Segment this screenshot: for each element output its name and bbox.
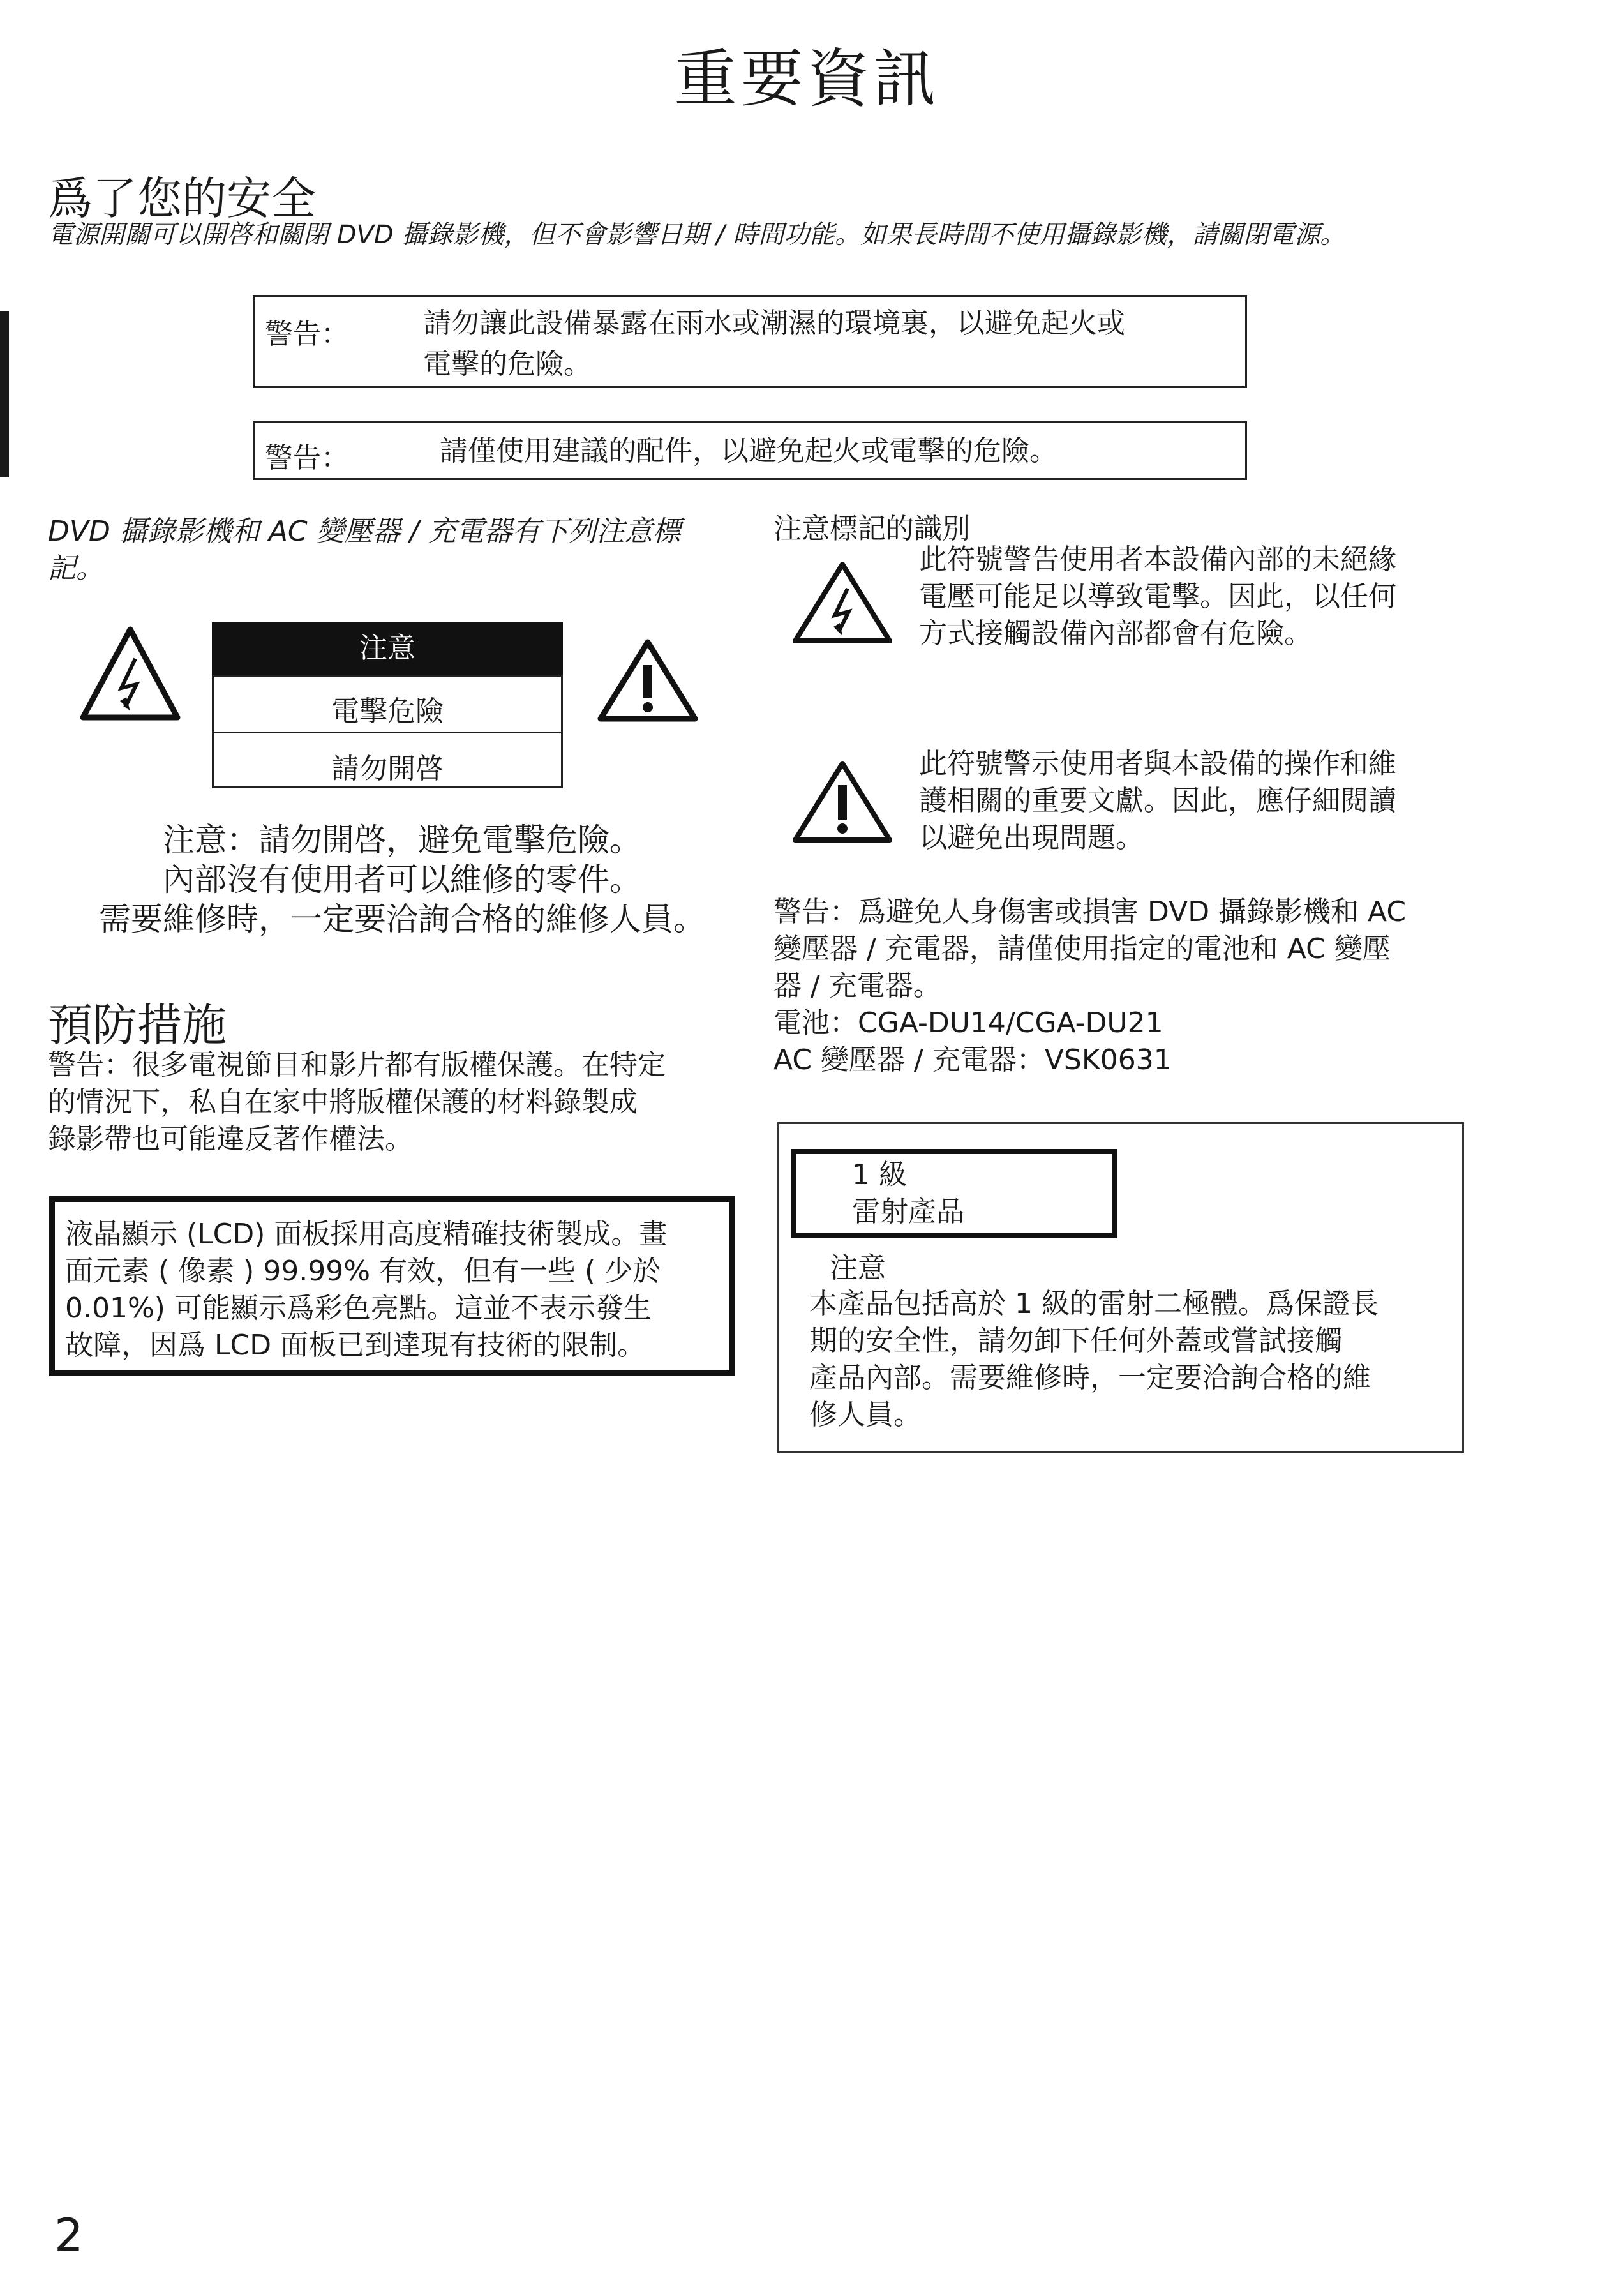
warning-label: 警告： — [265, 318, 349, 350]
laser-caution-line: 期的安全性，請勿卸下任何外蓋或嘗試接觸 — [809, 1324, 1343, 1357]
lightning-symbol-desc-line: 方式接觸設備內部都會有危險。 — [919, 617, 1312, 650]
copyright-warning-line: 警告：很多電視節目和影片都有版權保護。在特定 — [48, 1049, 666, 1081]
precautions-heading: 預防措施 — [48, 999, 227, 1051]
caution-label-line: 請勿開啓 — [331, 753, 444, 785]
lcd-note-line: 面元素 ( 像素 ) 99.99% 有效，但有一些 ( 少於 — [65, 1255, 661, 1287]
caution-statement-line: 需要維修時，一定要洽詢合格的維修人員。 — [99, 901, 705, 938]
lcd-note-box — [49, 1196, 735, 1376]
marks-intro-line: DVD 攝錄影機和 AC 變壓器 / 充電器有下列注意標 — [48, 515, 681, 548]
laser-caution-line: 產品內部。需要維修時，一定要洽詢合格的維 — [809, 1362, 1371, 1394]
laser-caution-line: 本產品包括高於 1 級的雷射二極體。爲保證長 — [809, 1287, 1379, 1320]
laser-caution-title: 注意 — [830, 1252, 886, 1284]
power-switch-note: 電源開關可以開啓和關閉 DVD 攝錄影機，但不會影響日期 / 時間功能。如果長時間不使用攝錄影機，請關閉電源。 — [48, 220, 1346, 250]
laser-class-line: 雷射產品 — [852, 1196, 964, 1228]
warning-text-line: 請勿讓此設備暴露在雨水或潮濕的環境裏，以避免起火或 — [423, 307, 1125, 340]
lightning-symbol-desc-line: 此符號警告使用者本設備內部的未絕緣 — [919, 543, 1396, 576]
lcd-note-line: 0.01%) 可能顯示爲彩色亮點。這並不表示發生 — [65, 1292, 652, 1324]
copyright-warning-line: 錄影帶也可能違反著作權法。 — [48, 1123, 413, 1155]
warning-box-moisture — [253, 295, 1247, 388]
warning-text: 請僅使用建議的配件，以避免起火或電擊的危險。 — [440, 435, 1057, 467]
lcd-note-line: 液晶顯示 (LCD) 面板採用高度精確技術製成。畫 — [65, 1218, 668, 1250]
battery-warning-line: 變壓器 / 充電器，請僅使用指定的電池和 AC 變壓 — [773, 933, 1391, 965]
caution-label-header: 注意 — [212, 622, 563, 675]
laser-caution-line: 修人員。 — [809, 1399, 922, 1431]
lightning-symbol-desc-line: 電壓可能足以導致電擊。因此，以任何 — [919, 580, 1396, 613]
battery-warning — [773, 894, 1476, 1079]
battery-warning-line: 警告：爲避免人身傷害或損害 DVD 攝錄影機和 AC — [773, 896, 1407, 928]
lightning-warning-icon — [79, 626, 181, 723]
warning-text-line: 電擊的危險。 — [423, 348, 592, 380]
warning-box-accessories — [253, 421, 1247, 480]
safety-heading: 爲了您的安全 — [48, 172, 316, 225]
marks-intro-line: 記。 — [48, 552, 104, 585]
caution-statement — [48, 820, 756, 939]
caution-label-line: 電擊危險 — [331, 695, 444, 728]
exclamation-symbol-desc-line: 此符號警示使用者與本設備的操作和維 — [919, 747, 1396, 780]
laser-caution-text — [809, 1286, 1454, 1434]
exclamation-symbol-desc-line: 護相關的重要文獻。因此，應仔細閱讀 — [919, 784, 1396, 817]
margin-marker-bar — [0, 311, 9, 477]
lcd-note-line: 故障，因爲 LCD 面板已到達現有技術的限制。 — [65, 1329, 646, 1362]
battery-model: 電池：CGA-DU14/CGA-DU21 — [773, 1007, 1163, 1039]
battery-warning-line: 器 / 充電器。 — [773, 970, 941, 1002]
symbols-heading: 注意標記的識別 — [773, 513, 970, 545]
caution-label-divider — [212, 732, 563, 733]
exclamation-symbol-desc — [919, 746, 1468, 857]
exclamation-symbol-icon — [791, 760, 893, 845]
caution-statement-line: 內部沒有使用者可以維修的零件。 — [163, 861, 641, 898]
marks-intro — [48, 513, 756, 587]
page-title: 重要資訊 — [674, 43, 940, 116]
caution-statement-line: 注意：請勿開啓，避免電擊危險。 — [163, 822, 641, 859]
laser-class-line: 1 級 — [852, 1159, 907, 1191]
lightning-symbol-icon — [791, 560, 893, 646]
copyright-warning-line: 的情況下，私自在家中將版權保護的材料錄製成 — [48, 1086, 638, 1118]
charger-model: AC 變壓器 / 充電器：VSK0631 — [773, 1044, 1172, 1076]
warning-label: 警告： — [265, 442, 349, 474]
copyright-warning — [48, 1047, 756, 1158]
exclamation-warning-icon — [597, 638, 699, 724]
page-number: 2 — [54, 2209, 84, 2262]
exclamation-symbol-desc-line: 以避免出現問題。 — [919, 822, 1144, 854]
lightning-symbol-desc — [919, 541, 1468, 652]
